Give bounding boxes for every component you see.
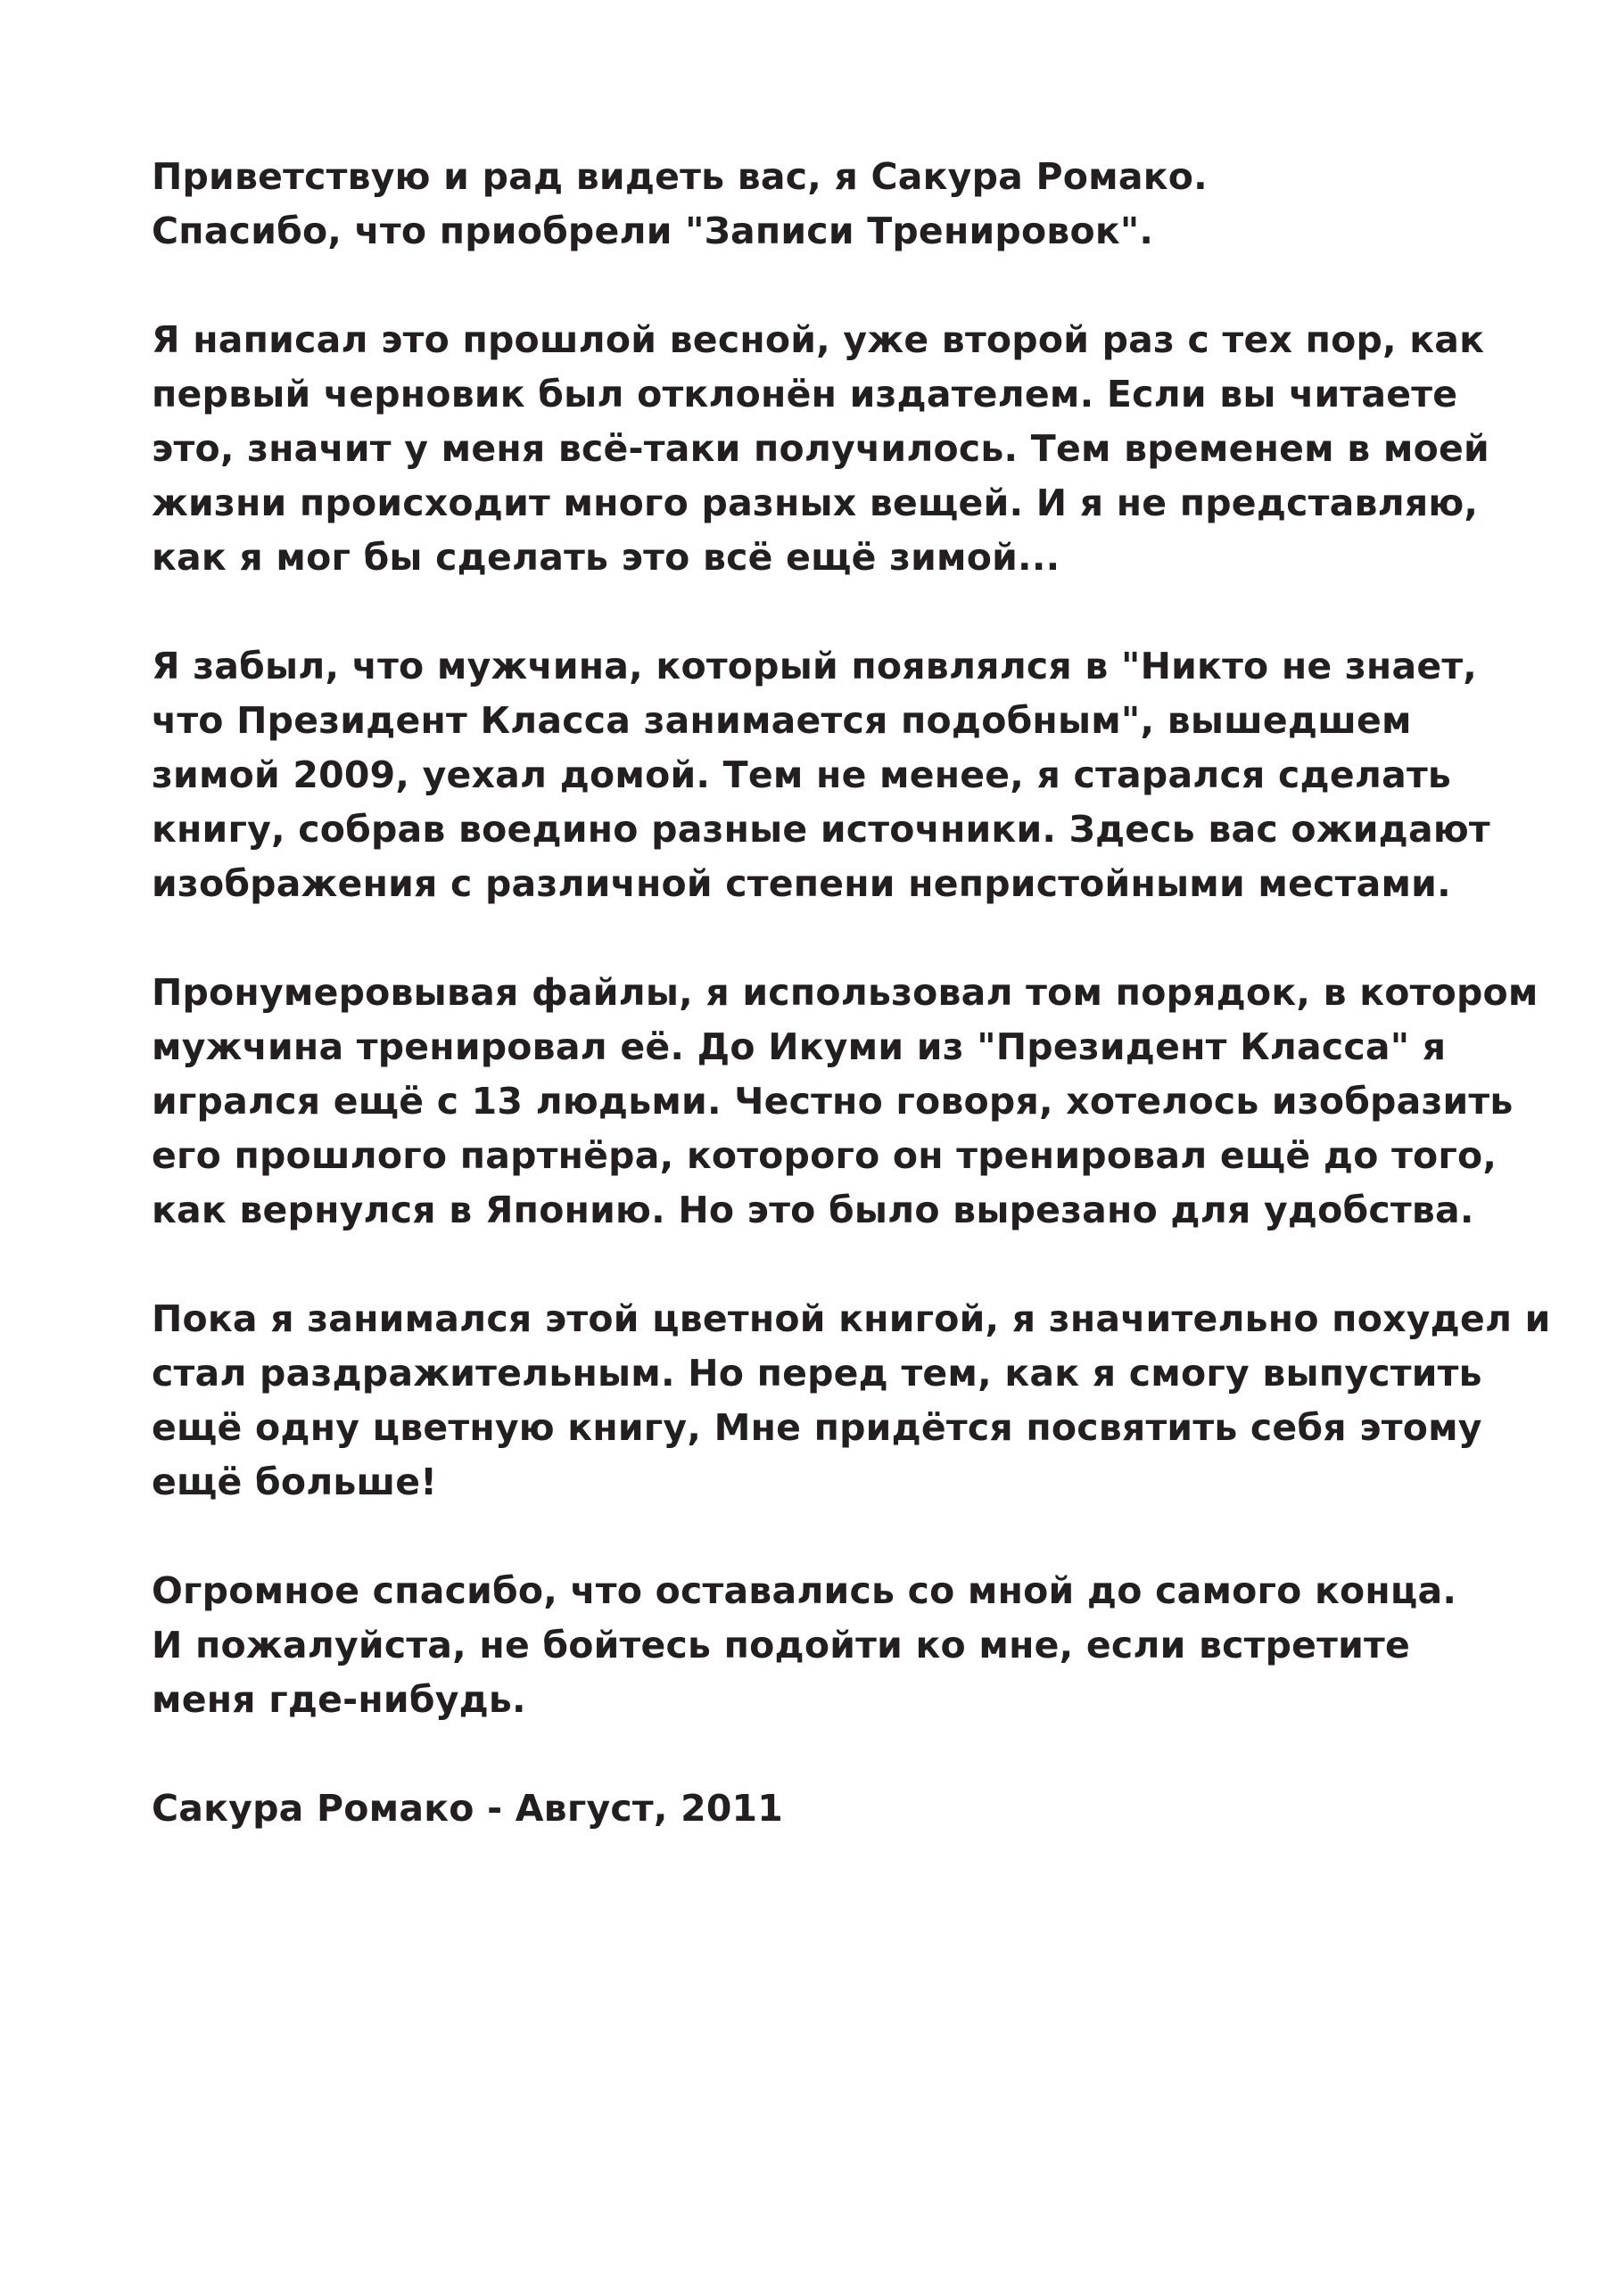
signature-text: Сакура Ромако - Август, 2011 (152, 1787, 784, 1830)
text-line: как я мог бы сделать это всё ещё зимой... (152, 536, 1060, 579)
text-line: игрался ещё с 13 людьми. Честно говоря, хотелось изобразить (152, 1080, 1514, 1123)
text-line: жизни происходит много разных вещей. И я не представляю, (152, 481, 1479, 524)
letter-body (152, 150, 1551, 1890)
signature-line (152, 1782, 1472, 1836)
text-line: И пожалуйста, не бойтесь подойти ко мне, если встретите (152, 1624, 1411, 1666)
text-line: мужчина тренировал её. До Икуми из "Президент Класса" я (152, 1025, 1447, 1068)
text-line: как вернулся в Японию. Но это было вырезано для удобства. (152, 1189, 1474, 1231)
text-line: ещё больше! (152, 1461, 438, 1503)
text-line: Я забыл, что мужчина, который появлялся в "Никто не знает, (152, 645, 1478, 687)
text-line: стал раздражительным. Но перед тем, как я смогу выпустить (152, 1352, 1482, 1395)
text-line: книгу, собрав воедино разные источники. Здесь вас ожидают (152, 808, 1490, 851)
text-line: зимой 2009, уехал домой. Тем не менее, я старался сделать (152, 753, 1452, 796)
paragraph-writing-history (152, 313, 1489, 585)
text-line: это, значит у меня всё-таки получилось. Тем временем в моей (152, 427, 1489, 470)
text-line: первый черновик был отклонён издателем. Если вы читаете (152, 373, 1458, 416)
greeting-paragraph (152, 150, 1472, 259)
text-line: изображения с различной степени непристойными местами. (152, 862, 1451, 905)
text-line: Я написал это прошлой весной, уже второй раз с тех пор, как (152, 318, 1485, 361)
text-line: Пока я занимался этой цветной книгой, я значительно похудел и (152, 1297, 1551, 1340)
text-line: Огромное спасибо, что оставались со мной до самого конца. (152, 1569, 1457, 1612)
paragraph-thanks (152, 1564, 1472, 1727)
paragraph-sources (152, 639, 1490, 911)
text-line: Пронумеровывая файлы, я использовал том порядок, в котором (152, 971, 1539, 1014)
text-line: его прошлого партнёра, которого он тренировал ещё до того, (152, 1134, 1497, 1177)
paragraph-color-book (152, 1292, 1551, 1510)
paragraph-file-order (152, 966, 1539, 1238)
text-line: ещё одну цветную книгу, Мне придётся посвятить себя этому (152, 1406, 1482, 1449)
text-line: что Президент Класса занимается подобным", вышедшем (152, 699, 1412, 742)
text-line: меня где-нибудь. (152, 1678, 526, 1721)
text-line: Спасибо, что приобрели "Записи Тренировок". (152, 210, 1154, 252)
text-line: Приветствую и рад видеть вас, я Сакура Ромако. (152, 155, 1208, 198)
